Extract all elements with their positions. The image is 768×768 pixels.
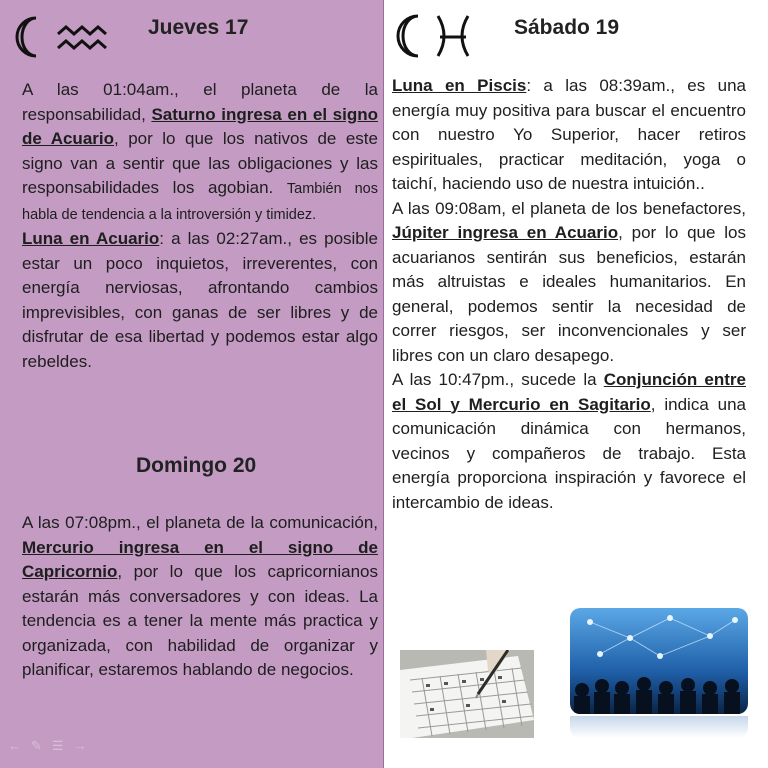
- conjuncion-highlight: Conjunción entre el Sol y Mercurio en Sagitario: [392, 370, 746, 414]
- back-arrow-icon: ←: [8, 738, 21, 753]
- day-title-sunday: Domingo 20: [136, 454, 257, 477]
- thursday-paragraph-1: A las 01:04am., el planeta de la responsabilidad, Saturno ingresa en el signo de Acuario, por lo que los nativos de este signo van a sentir que las obligaciones y las responsabilidades los agobian. También nos habla de tendencia a la introversión y timidez.: [22, 80, 378, 223]
- thursday-text: [22, 78, 378, 374]
- forward-arrow-icon: →: [73, 738, 87, 753]
- jupiter-highlight: Júpiter ingresa en Acuario: [392, 223, 619, 242]
- pen-icon: ✎: [31, 738, 42, 753]
- luna-acuario-highlight: Luna en Acuario: [22, 229, 160, 248]
- sunday-paragraph-1: A las 07:08pm., el planeta de la comunicación, Mercurio ingresa en el signo de Capricornio, por lo que los capricornianos estarán más conversadores y con ideas. La tendencia es a tener la mente más practica y organizada, con habilidad de organizar y planificar, estaremos hablando de negocios.: [22, 513, 378, 679]
- saturday-text: [392, 74, 746, 515]
- moon-pisces-glyph-icon: [394, 12, 474, 60]
- day-title-thursday: Jueves 17: [148, 16, 249, 39]
- saturno-highlight: Saturno ingresa en el signo de Acuario: [22, 104, 378, 148]
- sunday-text: [22, 511, 378, 683]
- saturday-paragraph-2: A las 09:08am, el planeta de los benefactores, Júpiter ingresa en Acuario, por lo que los acuarianos sentirán sus beneficios, estarán más altruistas e ideales humanitarios. En general, podemos sentir la necesidad de correr riesgos, ser inconvencionales y ser libres con un claro desapego.: [392, 198, 746, 365]
- right-panel: [384, 0, 768, 768]
- audience-photo-reflection: [570, 716, 748, 738]
- moon-aquarius-glyph-icon: [14, 14, 114, 60]
- audience-network-photo-icon: [570, 608, 748, 714]
- mercurio-highlight: Mercurio ingresa en el signo de Capricornio: [22, 537, 378, 581]
- menu-icon: ☰: [51, 738, 64, 753]
- slide-nav-controls: [8, 738, 87, 754]
- day-title-saturday: Sábado 19: [514, 16, 620, 39]
- luna-piscis-highlight: Luna en Piscis: [392, 76, 527, 95]
- saturday-paragraph-1: Luna en Piscis: a las 08:39am., es una energía muy positiva para buscar el encuentro con nuestro Yo Superior, hacer retiros espirituales, practicar meditación, yoga o taichí, haciendo uso de nuestra intuición..: [392, 76, 746, 193]
- calendar-photo-icon: [400, 650, 534, 738]
- thursday-paragraph-2: Luna en Acuario: a las 02:27am., es posible estar un poco inquietos, irreverentes, con energía nerviosas, afrontando cambios imprevisibles, con ganas de ser libres y de disfrutar de esa libertad y podemos estar algo rebeldes.: [22, 229, 378, 371]
- saturday-paragraph-3: A las 10:47pm., sucede la Conjunción entre el Sol y Mercurio en Sagitario, indica una comunicación dinámica con hermanos, vecinos y compañeros de trabajo. Esta energía proporciona inspiración y favorece el intercambio de ideas.: [392, 370, 746, 512]
